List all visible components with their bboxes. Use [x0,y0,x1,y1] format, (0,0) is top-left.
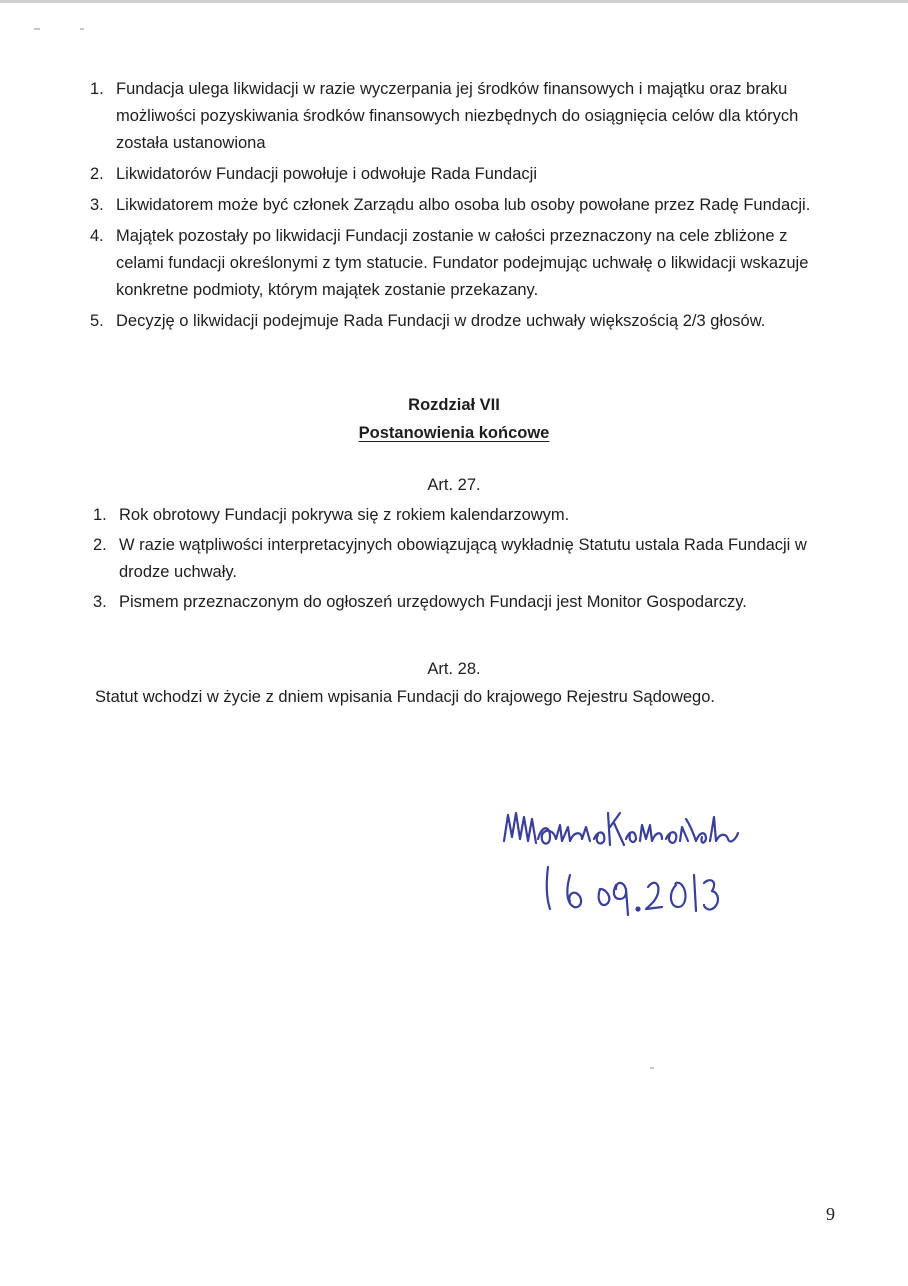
scan-top-edge [0,0,908,3]
list-item: 1. Rok obrotowy Fundacji pokrywa się z rokiem kalendarzowym. [93,506,570,524]
page-number: 9 [826,1204,835,1224]
scan-speck [80,28,84,30]
handwritten-signature [490,805,850,945]
signature-date [547,867,718,915]
article-27-heading: Art. 27. [427,476,481,494]
list-item: 5. Decyzję o likwidacji podejmuje Rada Fundacji w drodze uchwały większością 2/3 głosów. [90,312,766,330]
signature-strokes [504,813,738,845]
chapter-subtitle: Postanowienia końcowe [358,424,550,442]
chapter-title: Rozdział VII [408,396,500,414]
article-27-list [93,502,838,619]
liquidation-list [90,76,820,339]
list-item: 2. Likwidatorów Fundacji powołuje i odwołuje Rada Fundacji [90,165,537,183]
list-item: 4. Majątek pozostały po likwidacji Fundacji zostanie w całości przeznaczony na cele zbliżone z celami fundacji określonymi z tym statucie. Fundator podejmując uchwałę o likwidacji wskazuje konkretne podmioty, którym majątek zostanie przekazany. [90,227,809,299]
list-item: 3. Likwidatorem może być członek Zarządu albo osoba lub osoby powołane przez Radę Fundacji. [90,196,811,214]
article-28-heading: Art. 28. [427,660,481,678]
list-item: 3. Pismem przeznaczonym do ogłoszeń urzędowych Fundacji jest Monitor Gospodarczy. [93,593,747,611]
list-item: 1. Fundacja ulega likwidacji w razie wyczerpania jej środków finansowych i majątku oraz braku możliwości pozyskiwania środków finansowych niezbędnych do osiągnięcia celów dla których została ustanowiona [90,80,799,152]
list-item: 2. W razie wątpliwości interpretacyjnych obowiązującą wykładnię Statutu ustala Rada Fundacji w drodze uchwały. [93,536,807,581]
article-28-text: Statut wchodzi w życie z dniem wpisania Fundacji do krajowego Rejestru Sądowego. [95,688,715,706]
scan-speck [650,1067,654,1069]
scan-speck [34,28,40,30]
